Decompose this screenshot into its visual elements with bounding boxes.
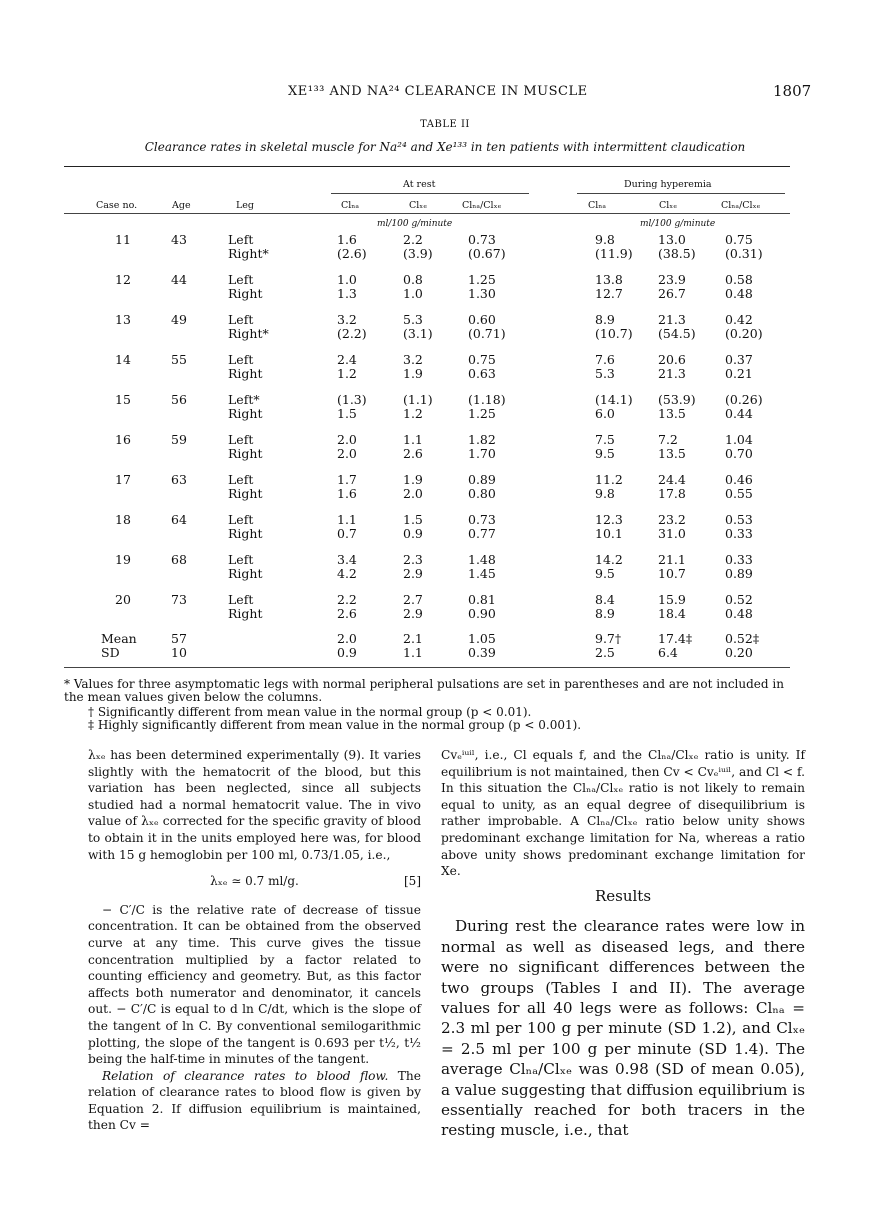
table-cell: (3.1)	[403, 325, 433, 341]
section-heading-results: Results	[594, 886, 652, 905]
table-cell: 0.89	[725, 565, 753, 581]
table-cell: Left	[228, 552, 254, 567]
table-cell: (2.6)	[337, 245, 367, 261]
table-cell: Left	[228, 232, 254, 247]
column-header: Leg	[236, 200, 255, 211]
table-cell: 5.3	[403, 312, 423, 327]
table-cell: 9.8	[595, 485, 615, 501]
table-cell: 2.2	[403, 232, 423, 247]
table-cell: 13.5	[658, 405, 686, 421]
table-cell: 3.4	[337, 552, 357, 567]
table-cell: 2.0	[403, 485, 423, 501]
table-cell: 14	[115, 352, 131, 367]
table-cell: Right*	[228, 245, 269, 261]
table-cell: 9.5	[595, 565, 615, 581]
footnote-dagger: † Significantly different from mean value in the normal group (p < 0.01).	[88, 705, 532, 719]
table-cell: 0.81	[468, 592, 496, 607]
table-cell: 1.0	[337, 272, 357, 287]
table-cell: 21.3	[658, 365, 686, 381]
table-cell: 19	[115, 552, 131, 567]
table-cell: Left	[228, 312, 254, 327]
table-cell: 0.80	[468, 485, 496, 501]
summary-cell: 9.7†	[595, 631, 622, 646]
summary-cell: 2.0	[337, 631, 357, 646]
footnote-double-dagger: ‡ Highly significantly different from mean value in the normal group (p < 0.001).	[88, 718, 582, 732]
table-cell: (1.1)	[403, 392, 433, 407]
table-cell: 20	[115, 592, 131, 607]
right-column	[441, 747, 805, 1141]
table-cell: 17.8	[658, 485, 686, 501]
table-cell: 2.7	[403, 592, 423, 607]
table-cell: Right	[228, 565, 263, 581]
paragraph: − C′/C is the relative rate of decrease of tissue concentration. It can be obtained from the observed curve at any time. This curve gives the tissue concentration multiplied by a factor related to counting efficiency and geometry. But, as this factor affects both numerator and denominator, it cancels out. − C′/C is equal to d ln C/dt, which is the slope of the tangent of ln C. By conventional semilogarithmic plotting, the slope of the tangent is 0.693 per t½, t½ being the half-time in minutes of the tangent.	[88, 902, 421, 1067]
table-cell: 55	[171, 352, 187, 367]
summary-cell: 0.39	[468, 645, 496, 660]
table-cell: 2.0	[337, 445, 357, 461]
table-cell: 12.3	[595, 512, 623, 527]
table-cell: 17	[115, 472, 131, 487]
column-header: Age	[172, 200, 191, 211]
table-cell: 15	[115, 392, 131, 407]
column-header: Clₙₐ/Clₓₑ	[721, 200, 761, 211]
table-cell: 8.9	[595, 312, 615, 327]
table-cell: 1.45	[468, 565, 496, 581]
table-cell: 7.6	[595, 352, 615, 367]
column-header: Clₙₐ/Clₓₑ	[462, 200, 502, 211]
table-cell: 1.1	[337, 512, 357, 527]
group-rule-hyperemia	[577, 193, 785, 194]
table-cell: 13.5	[658, 445, 686, 461]
table-cell: 13.0	[658, 232, 686, 247]
table-cell: 0.75	[725, 232, 753, 247]
summary-cell: 1.1	[403, 645, 423, 660]
table-cell: 1.3	[337, 285, 357, 301]
table-cell: 1.25	[468, 272, 496, 287]
table-cell: 20.6	[658, 352, 686, 367]
table-bottom-rule	[64, 667, 790, 668]
table-cell: 2.2	[337, 592, 357, 607]
table-cell: 9.5	[595, 445, 615, 461]
table-cell: 59	[171, 432, 187, 447]
table-cell: Right	[228, 525, 263, 541]
table-cell: (0.20)	[725, 325, 763, 341]
table-cell: 1.9	[403, 472, 423, 487]
column-header: Clₙₐ	[588, 200, 607, 211]
table-cell: (14.1)	[595, 392, 633, 407]
table-cell: 0.9	[403, 525, 423, 541]
column-header: Case no.	[96, 200, 138, 211]
table-cell: 12.7	[595, 285, 623, 301]
table-cell: 6.0	[595, 405, 615, 421]
table-cell: 0.48	[725, 605, 753, 621]
table-cell: 0.37	[725, 352, 753, 367]
table-caption: Clearance rates in skeletal muscle for Na²⁴ and Xe¹³³ in ten patients with intermittent claudication	[144, 140, 746, 154]
table-cell: Right*	[228, 325, 269, 341]
table-cell: 64	[171, 512, 187, 527]
table-cell: 10.7	[658, 565, 686, 581]
paragraph: Cvₑⁱᵘⁱˡ, i.e., Cl equals f, and the Clₙₐ/Clₓₑ ratio is unity. If equilibrium is not maintained, then Cv < Cvₑⁱᵘⁱˡ, and Cl < f. In this situation the Clₙₐ/Clₓₑ ratio is not likely to remain equal to unity, as an equal degree of disequilibrium is rather improbable. A Clₙₐ/Clₓₑ ratio below unity shows predominant exchange limitation for Na, whereas a ratio above unity shows predominant exchange limitation for Xe.	[441, 748, 805, 879]
table-cell: 0.52	[725, 592, 753, 607]
table-top-rule	[64, 166, 790, 167]
table-cell: (2.2)	[337, 325, 367, 341]
table-cell: 0.90	[468, 605, 496, 621]
table-cell: (11.9)	[595, 245, 633, 261]
table-cell: 0.70	[725, 445, 753, 461]
table-cell: 1.30	[468, 285, 496, 301]
table-cell: 0.7	[337, 525, 357, 541]
table-cell: (0.71)	[468, 325, 506, 341]
table-cell: 1.0	[403, 285, 423, 301]
table-cell: (10.7)	[595, 325, 633, 341]
table-cell: 18	[115, 512, 131, 527]
table-cell: 3.2	[337, 312, 357, 327]
table-cell: (53.9)	[658, 392, 696, 407]
table-cell: 4.2	[337, 565, 357, 581]
table-cell: 0.73	[468, 232, 496, 247]
table-cell: 1.48	[468, 552, 496, 567]
table-cell: 15.9	[658, 592, 686, 607]
group-header-hyperemia: During hyperemia	[624, 179, 712, 190]
table-cell: 43	[171, 232, 187, 247]
table-cell: 16	[115, 432, 131, 447]
equation-text: λₓₑ ≃ 0.7 ml/g.	[210, 874, 299, 889]
column-header: Clₓₑ	[659, 200, 678, 211]
table-cell: 21.1	[658, 552, 686, 567]
table-cell: 0.33	[725, 525, 753, 541]
summary-cell: 6.4	[658, 645, 678, 660]
table-cell: 1.7	[337, 472, 357, 487]
table-cell: (1.3)	[337, 392, 367, 407]
table-cell: 1.1	[403, 432, 423, 447]
table-cell: 2.6	[337, 605, 357, 621]
equation-5	[88, 873, 421, 890]
table-cell: 0.53	[725, 512, 753, 527]
table-cell: 14.2	[595, 552, 623, 567]
table-cell: 1.6	[337, 232, 357, 247]
table-cell: 26.7	[658, 285, 686, 301]
column-header: Clₓₑ	[409, 200, 428, 211]
table-cell: 0.89	[468, 472, 496, 487]
table-cell: 24.4	[658, 472, 686, 487]
table-cell: 68	[171, 552, 187, 567]
group-rule-at-rest	[331, 193, 529, 194]
table-cell: Right	[228, 605, 263, 621]
table-cell: Left*	[228, 392, 260, 407]
column-header: Clₙₐ	[341, 200, 360, 211]
table-cell: 0.58	[725, 272, 753, 287]
table-cell: 1.6	[337, 485, 357, 501]
table-cell: 1.04	[725, 432, 753, 447]
summary-cell: 17.4‡	[658, 631, 693, 646]
table-cell: 7.2	[658, 432, 678, 447]
table-cell: (3.9)	[403, 245, 433, 261]
table-cell: 1.2	[403, 405, 423, 421]
table-cell: 2.3	[403, 552, 423, 567]
table-cell: 3.2	[403, 352, 423, 367]
summary-cell: 2.1	[403, 631, 423, 646]
table-cell: 10.1	[595, 525, 623, 541]
table-cell: (1.18)	[468, 392, 506, 407]
table-cell: 21.3	[658, 312, 686, 327]
table-cell: 1.70	[468, 445, 496, 461]
table-cell: 5.3	[595, 365, 615, 381]
table-cell: 0.44	[725, 405, 753, 421]
summary-cell: 0.20	[725, 645, 753, 660]
table-cell: 1.5	[403, 512, 423, 527]
summary-cell: 57	[171, 631, 187, 646]
table-cell: 2.4	[337, 352, 357, 367]
table-cell: Left	[228, 592, 254, 607]
left-column	[88, 747, 421, 1134]
paragraph-heading: Relation of clearance rates to blood flow.	[102, 1068, 389, 1083]
page-number: 1807	[773, 82, 812, 100]
summary-cell: 0.52‡	[725, 631, 760, 646]
table-cell: 2.0	[337, 432, 357, 447]
paragraph: λₓₑ has been determined experimentally (9). It varies slightly with the hematocrit of the blood, but this variation has been neglected, since all subjects studied had a normal hematocrit value. The in vivo value of λₓₑ corrected for the specific gravity of blood to obtain it in the units employed here was, for blood with 15 g hemoglobin per 100 ml, 0.73/1.05, i.e.,	[88, 748, 421, 862]
table-cell: 0.77	[468, 525, 496, 541]
table-cell: 1.2	[337, 365, 357, 381]
table-cell: 1.25	[468, 405, 496, 421]
table-cell: 8.9	[595, 605, 615, 621]
table-cell: 1.82	[468, 432, 496, 447]
table-cell: 0.60	[468, 312, 496, 327]
table-cell: 56	[171, 392, 187, 407]
summary-cell: SD	[101, 645, 120, 660]
summary-cell: 10	[171, 645, 187, 660]
table-cell: Right	[228, 445, 263, 461]
table-cell: Right	[228, 485, 263, 501]
table-cell: 23.9	[658, 272, 686, 287]
table-cell: 23.2	[658, 512, 686, 527]
table-cell: 0.33	[725, 552, 753, 567]
table-cell: 13.8	[595, 272, 623, 287]
group-header-at-rest: At rest	[403, 179, 436, 190]
paragraph	[88, 1068, 421, 1134]
table-cell: Left	[228, 472, 254, 487]
table-cell: 8.4	[595, 592, 615, 607]
summary-cell: Mean	[101, 631, 137, 646]
table-cell: 9.8	[595, 232, 615, 247]
table-cell: 49	[171, 312, 187, 327]
units-hyperemia: ml/100 g/minute	[640, 219, 716, 229]
table-cell: 2.9	[403, 565, 423, 581]
table-cell: 18.4	[658, 605, 686, 621]
table-cell: 11	[115, 232, 131, 247]
table-cell: (38.5)	[658, 245, 696, 261]
table-cell: 0.75	[468, 352, 496, 367]
table-cell: Left	[228, 512, 254, 527]
table-cell: 12	[115, 272, 131, 287]
table-cell: Left	[228, 352, 254, 367]
table-cell: (0.67)	[468, 245, 506, 261]
table-cell: 7.5	[595, 432, 615, 447]
table-cell: 31.0	[658, 525, 686, 541]
table-cell: 2.6	[403, 445, 423, 461]
table-cell: 0.48	[725, 285, 753, 301]
table-cell: (0.31)	[725, 245, 763, 261]
table-cell: 1.5	[337, 405, 357, 421]
units-at-rest: ml/100 g/minute	[377, 219, 453, 229]
paragraph-body: The relation of clearance rates to blood flow is given by Equation 2. If diffusion equilibrium is maintained, then Cv =	[88, 1068, 421, 1133]
running-header: XE¹³³ AND NA²⁴ CLEARANCE IN MUSCLE	[288, 84, 588, 99]
header-bottom-rule	[64, 213, 790, 214]
table-label: TABLE II	[420, 119, 470, 130]
equation-number: [5]	[404, 874, 421, 889]
table-cell: 2.9	[403, 605, 423, 621]
footnote-asterisk: * Values for three asymptomatic legs with normal peripheral pulsations are set in parentheses and are not included in the mean values given below the columns.	[64, 677, 784, 704]
table-cell: (0.26)	[725, 392, 763, 407]
table-cell: 0.46	[725, 472, 753, 487]
table-cell: Left	[228, 432, 254, 447]
paragraph: During rest the clearance rates were low in normal as well as diseased legs, and there were no significant differences between the two groups (Tables I and II). The average values for all 40 legs were as follows: Clₙₐ = 2.3 ml per 100 g per minute (SD 1.2), and Clₓₑ = 2.5 ml per 100 g per minute (SD 1.4). The average Clₙₐ/Clₓₑ was 0.98 (SD of mean 0.05), a value suggesting that diffusion equilibrium is essentially reached for both tracers in the resting muscle, i.e., that	[441, 917, 805, 1140]
table-cell: Right	[228, 365, 263, 381]
table-cell: Right	[228, 285, 263, 301]
table-cell: 13	[115, 312, 131, 327]
table-cell: Right	[228, 405, 263, 421]
table-cell: 11.2	[595, 472, 623, 487]
table-cell: 0.42	[725, 312, 753, 327]
table-cell: 0.21	[725, 365, 753, 381]
table-cell: 44	[171, 272, 187, 287]
summary-cell: 0.9	[337, 645, 357, 660]
table-cell: 0.73	[468, 512, 496, 527]
table-cell: 1.9	[403, 365, 423, 381]
table-cell: (54.5)	[658, 325, 696, 341]
summary-cell: 1.05	[468, 631, 496, 646]
table-cell: 63	[171, 472, 187, 487]
summary-cell: 2.5	[595, 645, 615, 660]
table-cell: 0.8	[403, 272, 423, 287]
table-cell: 73	[171, 592, 187, 607]
table-cell: 0.63	[468, 365, 496, 381]
table-cell: 0.55	[725, 485, 753, 501]
table-cell: Left	[228, 272, 254, 287]
